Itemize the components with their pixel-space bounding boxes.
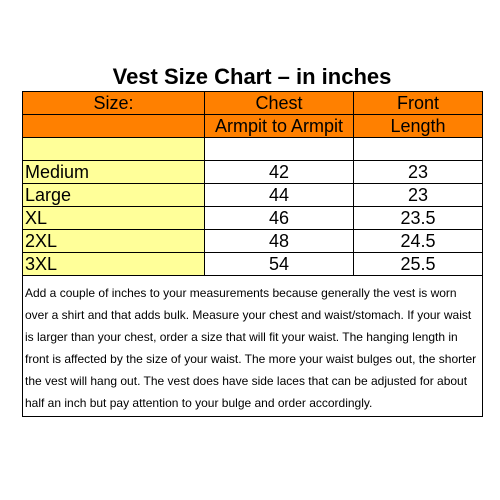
blank-length-cell — [354, 138, 483, 161]
blank-row — [23, 138, 483, 161]
length-value: 23.5 — [354, 207, 483, 230]
size-label: 2XL — [23, 230, 205, 253]
size-chart-table — [22, 91, 483, 417]
size-label: XL — [23, 207, 205, 230]
header-chest: Chest — [205, 92, 354, 115]
length-value: 24.5 — [354, 230, 483, 253]
size-label: 3XL — [23, 253, 205, 276]
size-label: Medium — [23, 161, 205, 184]
length-value: 23 — [354, 184, 483, 207]
table-row — [23, 230, 483, 253]
header-row-2 — [23, 115, 483, 138]
header-size: Size: — [23, 92, 205, 115]
table-row — [23, 184, 483, 207]
table-row — [23, 253, 483, 276]
chest-value: 46 — [205, 207, 354, 230]
sizing-note: Add a couple of inches to your measurements because generally the vest is worn over a shirt and that adds bulk. Measure your chest and waist/stomach. If your waist is larger than your chest, order a size that will fit your waist. The hanging length in front is affected by the size of your waist. The more your waist bulges out, the shorter the vest will hang out. The vest does have side laces that can be adjusted for about half an inch but pay attention to your bulge and order accordingly. — [25, 286, 477, 410]
header-row-1 — [23, 92, 483, 115]
blank-size-cell — [23, 138, 205, 161]
chest-value: 42 — [205, 161, 354, 184]
table-row — [23, 207, 483, 230]
size-label: Large — [23, 184, 205, 207]
chest-value: 44 — [205, 184, 354, 207]
chest-value: 54 — [205, 253, 354, 276]
chest-value: 48 — [205, 230, 354, 253]
note-cell — [23, 276, 483, 417]
blank-chest-cell — [205, 138, 354, 161]
page-title: Vest Size Chart – in inches — [112, 64, 392, 89]
header-armpit: Armpit to Armpit — [205, 115, 354, 138]
header-front: Front — [354, 92, 483, 115]
header-size-blank — [23, 115, 205, 138]
length-value: 25.5 — [354, 253, 483, 276]
length-value: 23 — [354, 161, 483, 184]
note-row — [23, 276, 483, 417]
header-length: Length — [354, 115, 483, 138]
table-row — [23, 161, 483, 184]
